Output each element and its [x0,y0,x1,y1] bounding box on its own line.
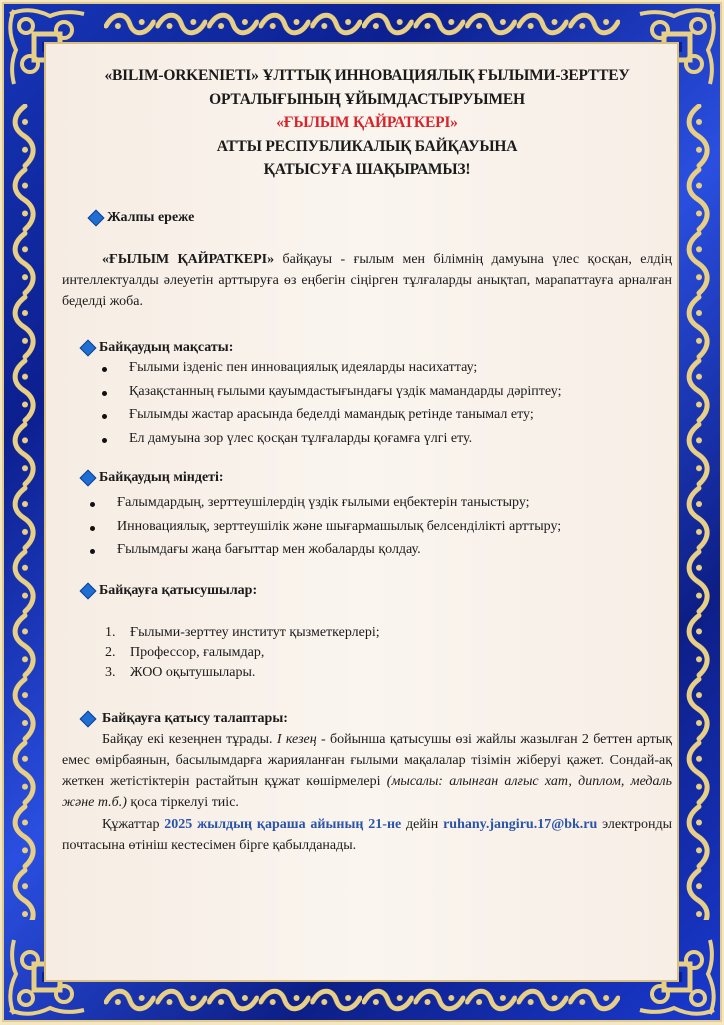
req-text: Байқау екі кезеңнен тұрады. [102,732,277,747]
tasks-list [84,495,561,566]
title-line-1: «BILIM-ORKENIETI» ҰЛТТЫҚ ИННОВАЦИЯЛЫҚ ҒЫЛЫМИ-ЗЕРТТЕУ [104,67,630,84]
deadline-paragraph [62,814,672,856]
goals-list [96,360,562,454]
left-ornament-band [4,104,46,920]
participants-list [105,625,380,685]
title-contest-name: «ҒЫЛЫМ ҚАЙРАТКЕРІ» [276,114,458,131]
list-item [105,645,380,665]
section-heading-text: Байқауға қатысушылар: [99,583,258,598]
deadline-text: Құжаттар [102,817,165,832]
section-heading-text: Байқаудың мақсаты: [99,340,234,355]
item-text: ЖОО оқытушылары. [130,665,256,680]
right-ornament-band [678,104,720,920]
req-text: қоса тіркелуі тиіс. [126,795,239,810]
diamond-bullet-icon [80,340,97,357]
diamond-bullet-icon [80,711,97,728]
diamond-bullet-icon [80,470,97,487]
item-number: 2. [105,645,116,660]
section-heading-text: Байқаудың міндеті: [99,470,224,485]
deadline-text: электронды почтасына өтініш кестесімен бірге қабылданады. [62,817,672,853]
list-item: Ғылыми ізденіс пен инновациялық идеяларды насихаттау; [96,360,562,384]
title-line-4: АТТЫ РЕСПУБЛИКАЛЫҚ БАЙҚАУЫНА [216,137,518,155]
examples-italic: (мысалы: алынған алғыс хат, диплом, медаль және т.б.) [62,774,672,810]
contact-email-link[interactable]: ruhany.jangiru.17@bk.ru [443,817,598,832]
list-item: Инновациялық, зерттеушілік және шығармашылық белсенділікті арттыру; [84,519,561,543]
list-item [105,665,380,685]
req-text: - бойынша қатысушы өзі жайлы жазылған 2 беттен артық емес өмірбаянын, басылымдарға жарияланған ғылыми мақалалар тізімін жіберуі қажет. Сондай-ақ жеткен жетістіктерін растайтын құжат көшірмелері [62,732,673,789]
section-requirements-heading [82,711,288,727]
section-goals-heading [82,340,233,356]
general-text: байқауы - ғылым мен білімнің дамуына үлес қосқан, елдің интеллектуалды әлеуетін арттыруға өз еңбегін сіңірген тұлғаларды анықтап, марапаттауға арналған беделді жоба. [62,252,672,309]
contest-name-bold: «ҒЫЛЫМ ҚАЙРАТКЕРІ» [102,252,275,267]
title-line-2: ОРТАЛЫҒЫНЫҢ ҰЙЫМДАСТЫРУЫМЕН [209,90,525,108]
list-item: Ғалымдардың, зерттеушілердің үздік ғылыми еңбектерін таныстыру; [84,495,561,519]
list-item: Ел дамуына зор үлес қосқан тұлғаларды қоғамға үлгі ету. [96,431,562,455]
item-text: Профессор, ғалымдар, [130,645,265,660]
stage-label: I кезең [276,732,317,747]
section-heading-text: Байқауға қатысу талаптары: [102,711,288,726]
deadline-date: 2025 жылдың қараша айының 21-не [164,817,402,832]
header [62,64,672,182]
list-item: Ғылымды жастар арасында беделді мамандық ретінде танымал ету; [96,407,562,431]
item-number: 3. [105,665,116,680]
section-participants-heading [82,583,257,599]
list-item [105,625,380,645]
section-heading-text: Жалпы ереже [107,210,195,225]
top-ornament-band [104,4,620,44]
diamond-bullet-icon [88,210,105,227]
general-paragraph [62,249,672,312]
list-item: Қазақстанның ғылыми қауымдастығындағы үздік мамандарды дәріптеу; [96,384,562,408]
item-number: 1. [105,625,116,640]
list-item: Ғылымдағы жаңа бағыттар мен жобаларды қолдау. [84,542,561,566]
diamond-bullet-icon [80,583,97,600]
deadline-text: дейін [401,817,444,832]
section-tasks-heading [82,470,224,486]
requirements-paragraph [62,729,672,813]
page-title [62,64,672,182]
section-general-heading [90,210,194,226]
item-text: Ғылыми-зерттеу институт қызметкерлері; [130,625,380,640]
bottom-ornament-band [104,980,620,1020]
title-line-5: ҚАТЫСУҒА ШАҚЫРАМЫЗ! [263,161,471,178]
